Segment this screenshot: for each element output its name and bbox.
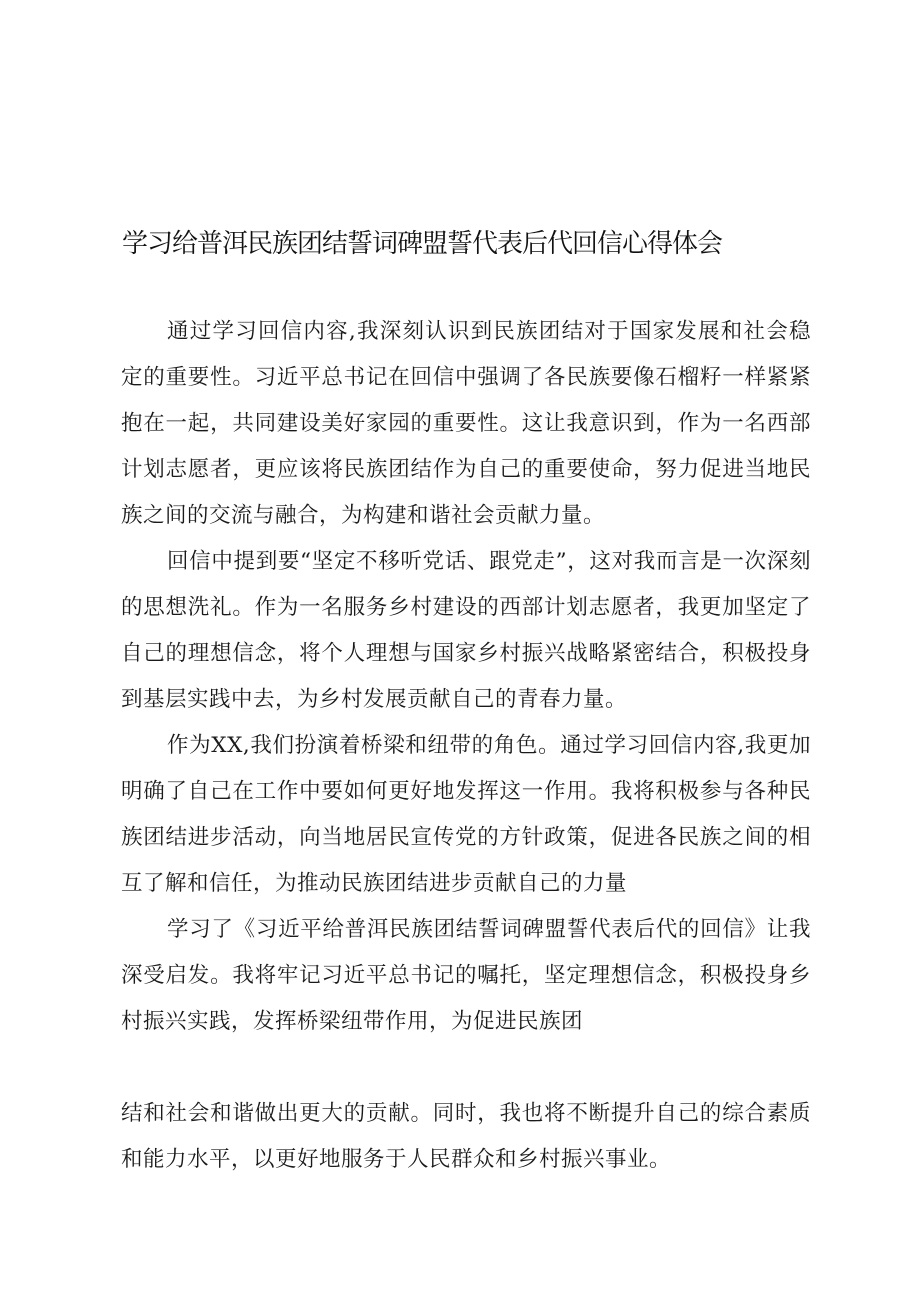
document-title: 学习给普洱民族团结誓词碑盟誓代表后代回信心得体会 xyxy=(122,229,723,259)
paragraph-2: 回信中提到要“坚定不移听党话、跟党走”，这对我而言是一次深刻的思想洗礼。作为一名服务乡村建设的西部计划志愿者，我更加坚定了自己的理想信念，将个人理想与国家乡村振兴战略紧密结合，积极投身到基层实践中去，为乡村发展贡献自己的青春力量。 xyxy=(121,549,811,712)
paragraph-1: 通过学习回信内容,我深刻认识到民族团结对于国家发展和社会稳定的重要性。习近平总书记在回信中强调了各民族要像石榴籽一样紧紧抱在一起，共同建设美好家园的重要性。这让我意识到，作为一名西部计划志愿者，更应该将民族团结作为自己的重要使命，努力促进当地民族之间的交流与融合，为构建和谐社会贡献力量。 xyxy=(121,319,811,528)
paragraph-4-continued: 结和社会和谐做出更大的贡献。同时，我也将不断提升自己的综合素质和能力水平，以更好地服务于人民群众和乡村振兴事业。 xyxy=(121,1101,811,1172)
paragraph-4: 学习了《习近平给普洱民族团结誓词碑盟誓代表后代的回信》让我深受启发。我将牢记习近平总书记的嘱托，坚定理想信念，积极投身乡村振兴实践，发挥桥梁纽带作用，为促进民族团 xyxy=(121,917,811,1034)
document-body xyxy=(121,309,811,1183)
paragraph-3: 作为XX,我们扮演着桥梁和纽带的角色。通过学习回信内容,我更加明确了自己在工作中要如何更好地发挥这一作用。我将积极参与各种民族团结进步活动，向当地居民宣传党的方针政策，促进各民族之间的相互了解和信任，为推动民族团结进步贡献自己的力量 xyxy=(121,733,811,896)
